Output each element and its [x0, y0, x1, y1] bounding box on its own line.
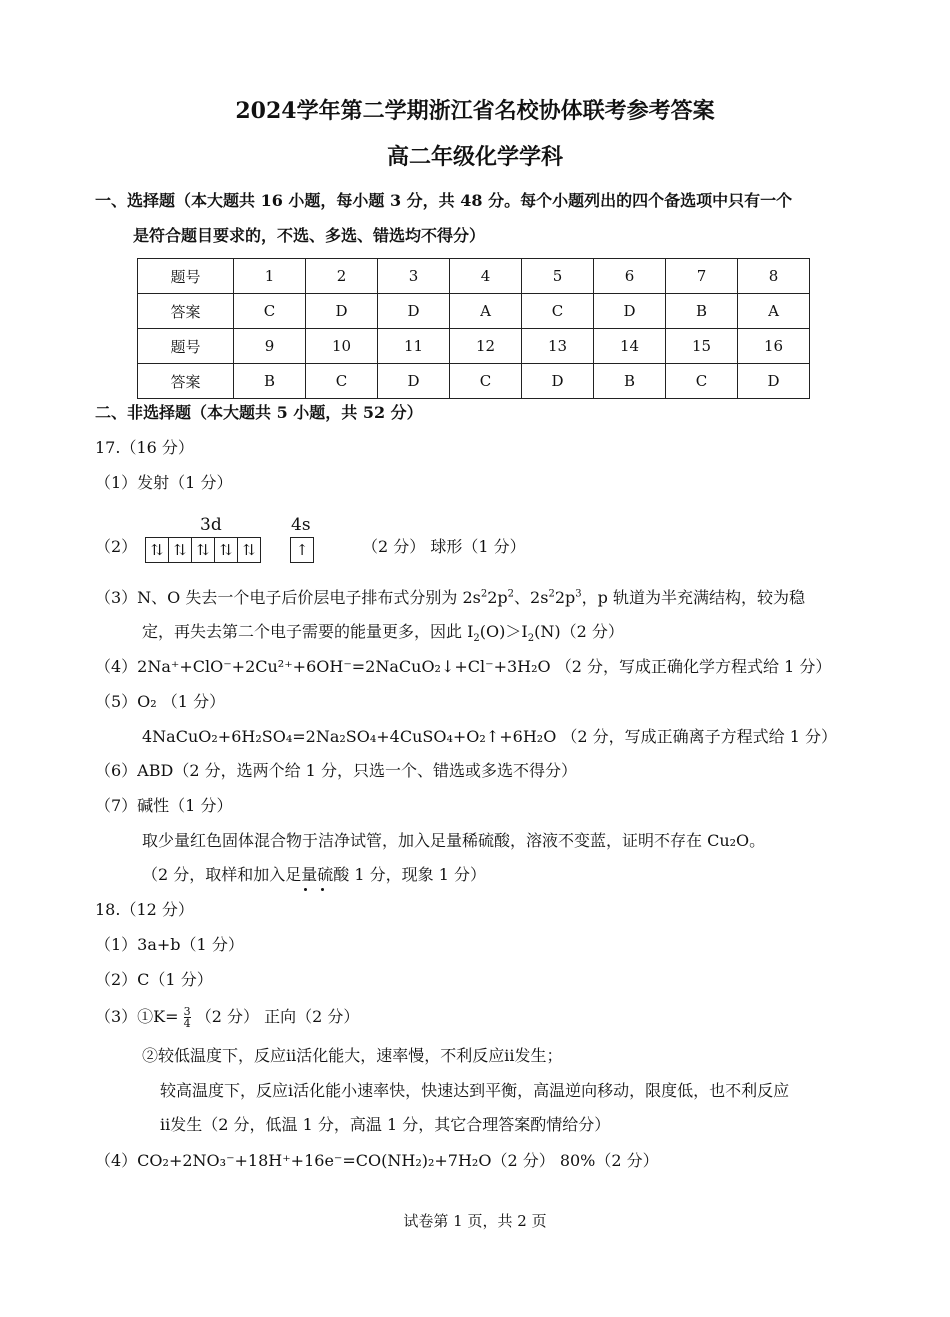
table-row-header: 题号	[138, 329, 234, 364]
table-cell: 12	[450, 329, 522, 364]
table-cell: 10	[306, 329, 378, 364]
q17-p3-text-b: ，p 轨道为半充满结构，较为稳	[581, 588, 805, 607]
table-row	[138, 364, 810, 399]
table-cell: 4	[450, 259, 522, 294]
fraction-k	[184, 1006, 191, 1029]
q17-p3-sub1: 2	[473, 633, 480, 645]
section1-heading-line1: 一、选择题（本大题共 16 小题，每小题 3 分，共 48 分。每个小题列出的四个备选项中只有一个	[95, 191, 793, 210]
q17-part7-line2: 取少量红色固体混合物于洁净试管，加入足量稀硫酸，溶液不变蓝，证明不存在 Cu₂O。	[142, 831, 766, 850]
q17-p3-sup3: 2	[548, 588, 555, 600]
q17-p3-sup1: 2	[480, 588, 488, 600]
page-footer: 试卷第 1 页，共 2 页	[403, 1212, 547, 1230]
q17-part3-line1	[95, 587, 805, 609]
table-cell: C	[522, 294, 594, 329]
q17-part4: （4）2Na⁺+ClO⁻+2Cu²⁺+6OH⁻=2NaCuO₂↓+Cl⁻+3H₂O （2 分，写成正确化学方程式给 1 分）	[95, 657, 832, 676]
table-cell: B	[234, 364, 306, 399]
q17-header: 17.（16 分）	[95, 438, 194, 457]
table-cell: 14	[594, 329, 666, 364]
table-cell: C	[666, 364, 738, 399]
orbital-3d-3: ⇅	[192, 538, 215, 562]
q17-p3-sub2: 2	[527, 633, 535, 645]
orbital-3d-4: ⇅	[215, 538, 238, 562]
q18-part3-line3: 较高温度下，反应i活化能小速率快，快速达到平衡，高温逆向移动，限度低，也不利反应	[160, 1081, 790, 1100]
q18-part2: （2）C（1 分）	[95, 970, 213, 989]
table-cell: A	[450, 294, 522, 329]
table-cell: C	[450, 364, 522, 399]
q17-p3-sup2: 2	[507, 588, 515, 600]
fraction-denominator: 4	[183, 1017, 191, 1030]
orbital-label-3d: 3d	[200, 515, 222, 535]
q17-part3-line2	[142, 621, 624, 643]
q17-part7-line3: （2 分，取样和加入足量硫酸 1 分，现象 1 分）	[142, 865, 486, 884]
table-cell: D	[306, 294, 378, 329]
q17-part6: （6）ABD（2 分，选两个给 1 分，只选一个、错选或多选不得分）	[95, 761, 577, 780]
fraction-numerator: 3	[183, 1005, 191, 1018]
q18-part1: （1）3a+b（1 分）	[95, 935, 244, 954]
q17-p3-text-a: （3）N、O 失去一个电子后价层电子排布式分别为 2s	[95, 588, 481, 607]
table-cell: 9	[234, 329, 306, 364]
table-cell: 6	[594, 259, 666, 294]
answer-table	[137, 258, 810, 399]
section1-heading-line2: 是符合题目要求的，不选、多选、错选均不得分）	[133, 226, 486, 245]
table-cell: C	[306, 364, 378, 399]
q17-part2-suffix: （2 分） 球形（1 分）	[362, 537, 526, 556]
q18-part4: （4）CO₂+2NO₃⁻+18H⁺+16e⁻=CO(NH₂)₂+7H₂O（2 分） 80%（2 分）	[95, 1151, 659, 1170]
q17-p3-mid2: 、2s	[514, 588, 549, 607]
table-row	[138, 294, 810, 329]
table-row	[138, 259, 810, 294]
table-row-header: 答案	[138, 294, 234, 329]
table-cell: 3	[378, 259, 450, 294]
q17-p3-mid3: 2p	[554, 588, 576, 607]
orbital-3d-1: ⇅	[146, 538, 169, 562]
orbital-3d-5: ⇅	[242, 541, 256, 559]
emphasis-dot	[321, 888, 324, 891]
q18-part3	[95, 1006, 359, 1029]
table-cell: 2	[306, 259, 378, 294]
q17-p3-line2-c: (N)（2 分）	[534, 622, 624, 641]
q17-p3-line2-b: (O)＞I	[479, 622, 528, 641]
table-cell: A	[738, 294, 810, 329]
q18-part3-line2: ②较低温度下，反应ii活化能大，速率慢，不利反应ii发生；	[142, 1046, 563, 1065]
orbital-3d-2: ⇅	[169, 538, 192, 562]
table-cell: 15	[666, 329, 738, 364]
q17-p3-mid1: 2p	[487, 588, 508, 607]
q18-p3-prefix: （3）①K=	[95, 1007, 179, 1026]
table-cell: D	[522, 364, 594, 399]
q18-p3-suffix: （2 分） 正向（2 分）	[195, 1007, 360, 1026]
q17-part5-equation: 4NaCuO₂+6H₂SO₄=2Na₂SO₄+4CuSO₄+O₂↑+6H₂O （2 分，写成正确离子方程式给 1 分）	[142, 727, 838, 746]
table-cell: D	[738, 364, 810, 399]
table-row-header: 答案	[138, 364, 234, 399]
table-row	[138, 329, 810, 364]
table-cell: D	[378, 364, 450, 399]
table-cell: D	[594, 294, 666, 329]
q17-p3-sup4: 3	[575, 588, 582, 600]
table-cell: 11	[378, 329, 450, 364]
page-title: 2024学年第二学期浙江省名校协体联考参考答案	[235, 98, 715, 124]
orbital-label-4s: 4s	[291, 515, 311, 535]
table-cell: B	[594, 364, 666, 399]
table-cell: 1	[234, 259, 306, 294]
table-cell: B	[666, 294, 738, 329]
orbital-4s-1: ↑	[295, 541, 309, 559]
emphasis-dot	[304, 888, 307, 891]
orbital-box-4s	[290, 537, 314, 563]
table-cell: 7	[666, 259, 738, 294]
q17-p3-line2-a: 定，再失去第二个电子需要的能量更多，因此 I	[142, 622, 474, 641]
page-subtitle: 高二年级化学学科	[386, 144, 563, 170]
table-cell: 5	[522, 259, 594, 294]
q18-part3-line4: ii发生（2 分，低温 1 分，高温 1 分，其它合理答案酌情给分）	[160, 1115, 611, 1134]
q18-header: 18.（12 分）	[95, 900, 194, 919]
q17-part1: （1）发射（1 分）	[95, 473, 233, 492]
table-cell: 8	[738, 259, 810, 294]
table-cell: 13	[522, 329, 594, 364]
table-cell: 16	[738, 329, 810, 364]
table-cell: D	[378, 294, 450, 329]
q17-part7: （7）碱性（1 分）	[95, 796, 233, 815]
table-row-header: 题号	[138, 259, 234, 294]
table-cell: C	[234, 294, 306, 329]
q17-part5: （5）O₂ （1 分）	[95, 692, 226, 711]
section2-heading: 二、非选择题（本大题共 5 小题，共 52 分）	[95, 403, 423, 422]
q17-part2-prefix: （2）	[95, 537, 138, 556]
orbital-box-3d	[145, 537, 261, 563]
